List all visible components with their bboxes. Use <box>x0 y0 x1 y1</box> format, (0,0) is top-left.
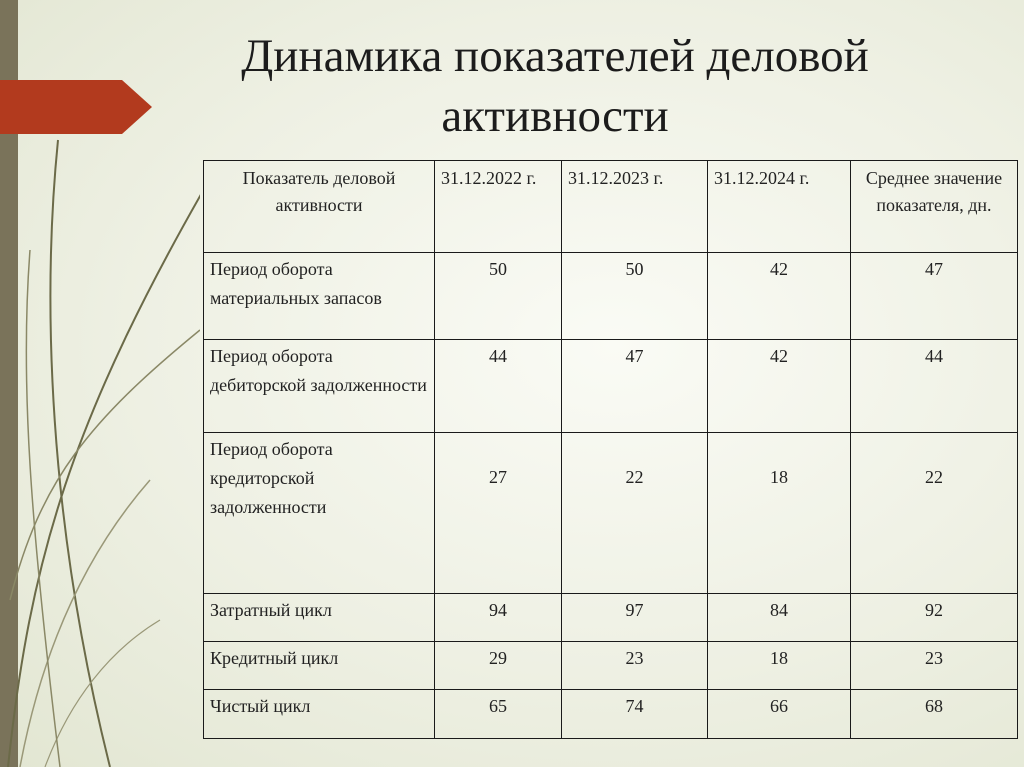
cell-2024: 18 <box>708 433 851 594</box>
table-row <box>204 253 1018 340</box>
accent-arrow-icon <box>0 80 152 134</box>
header-average: Среднее значение показателя, дн. <box>851 161 1018 253</box>
row-label: Период оборота дебиторской задолженности <box>204 340 435 433</box>
cell-average: 44 <box>851 340 1018 433</box>
cell-2024: 18 <box>708 642 851 690</box>
table-row <box>204 340 1018 433</box>
table-header-row <box>204 161 1018 253</box>
cell-2022: 65 <box>435 690 562 739</box>
row-label: Период оборота кредиторской задолженности <box>204 433 435 594</box>
row-label: Чистый цикл <box>204 690 435 739</box>
cell-2024: 42 <box>708 253 851 340</box>
cell-average: 92 <box>851 594 1018 642</box>
row-label: Затратный цикл <box>204 594 435 642</box>
cell-2022: 94 <box>435 594 562 642</box>
cell-2022: 29 <box>435 642 562 690</box>
cell-2024: 66 <box>708 690 851 739</box>
cell-2023: 97 <box>562 594 708 642</box>
cell-average: 23 <box>851 642 1018 690</box>
table-row <box>204 594 1018 642</box>
slide-title: Динамика показателей деловой активности <box>241 30 869 142</box>
decorative-curves <box>0 0 200 767</box>
table-row <box>204 690 1018 739</box>
row-label: Кредитный цикл <box>204 642 435 690</box>
cell-2022: 27 <box>435 433 562 594</box>
header-indicator: Показатель деловой активности <box>204 161 435 253</box>
cell-2023: 47 <box>562 340 708 433</box>
cell-average: 47 <box>851 253 1018 340</box>
header-date-2022: 31.12.2022 г. <box>435 161 562 253</box>
business-activity-table <box>203 160 1018 739</box>
row-label: Период оборота материальных запасов <box>204 253 435 340</box>
header-date-2024: 31.12.2024 г. <box>708 161 851 253</box>
cell-2022: 44 <box>435 340 562 433</box>
cell-average: 22 <box>851 433 1018 594</box>
cell-2023: 22 <box>562 433 708 594</box>
header-date-2023: 31.12.2023 г. <box>562 161 708 253</box>
cell-average: 68 <box>851 690 1018 739</box>
cell-2024: 42 <box>708 340 851 433</box>
cell-2023: 74 <box>562 690 708 739</box>
cell-2024: 84 <box>708 594 851 642</box>
table-row <box>204 433 1018 594</box>
cell-2023: 50 <box>562 253 708 340</box>
cell-2022: 50 <box>435 253 562 340</box>
cell-2023: 23 <box>562 642 708 690</box>
table-row <box>204 642 1018 690</box>
